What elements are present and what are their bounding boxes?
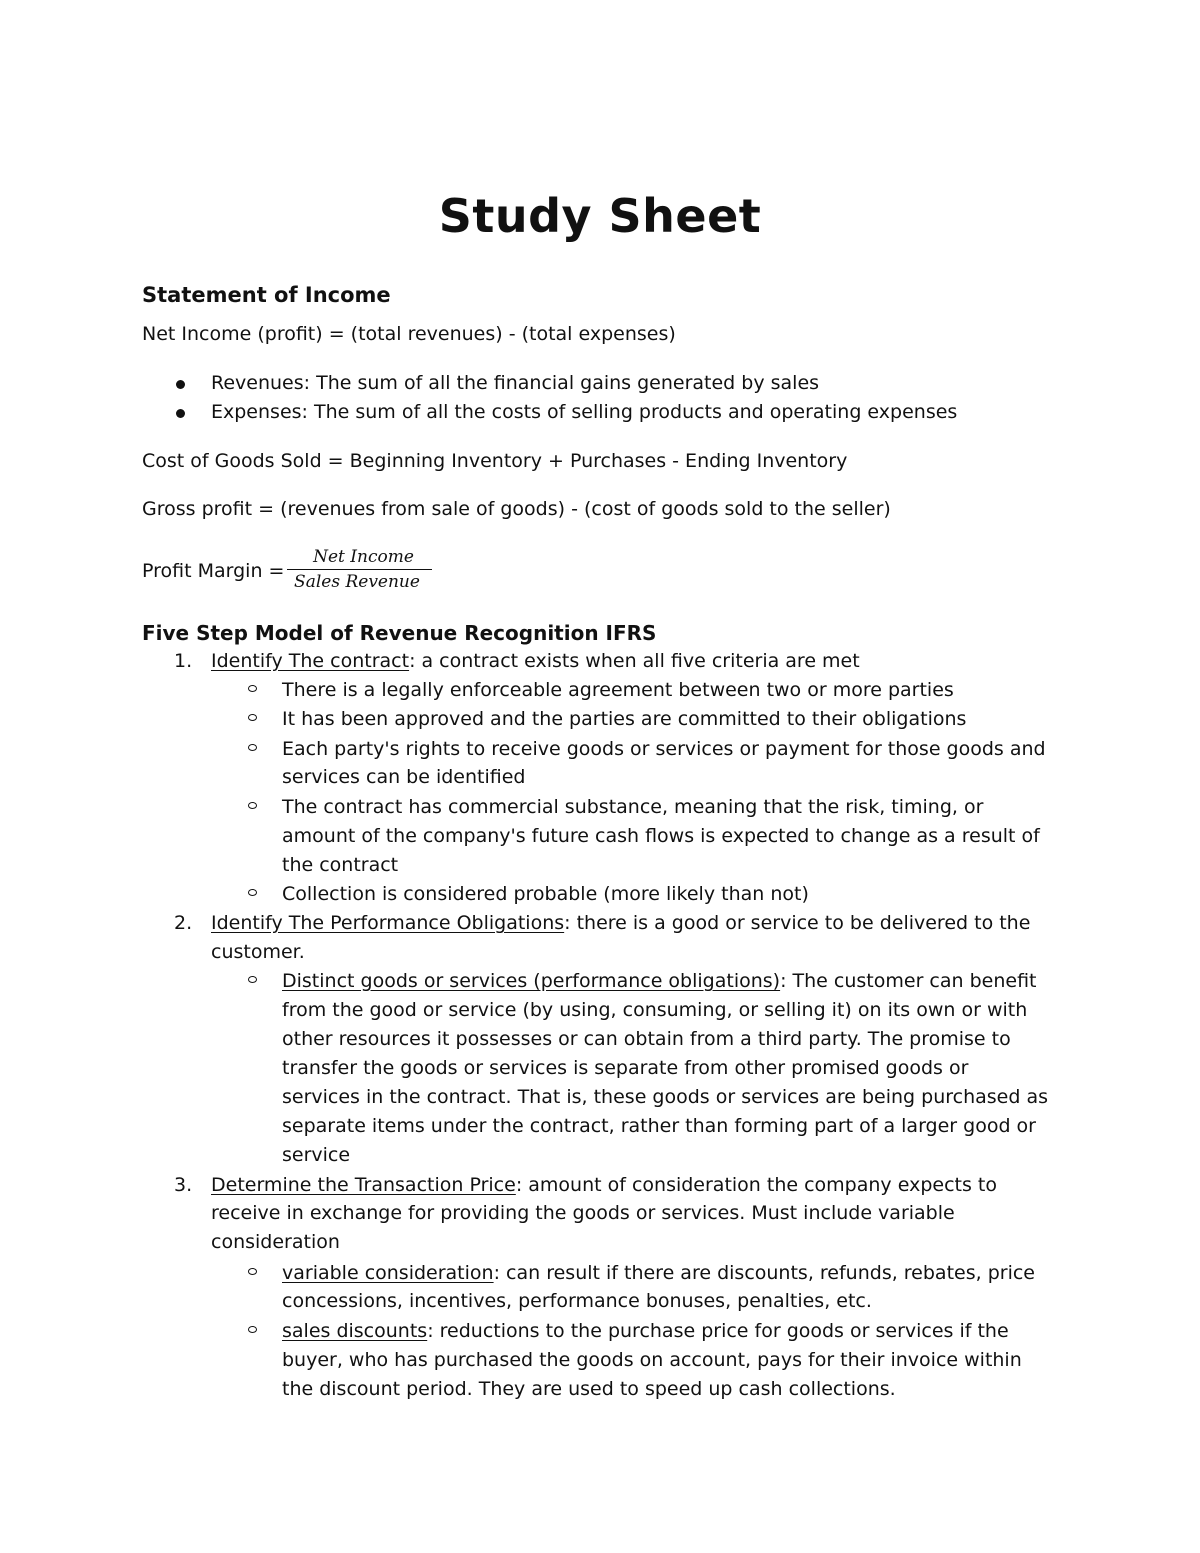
sub-item — [282, 967, 1037, 996]
circle-bullet-icon — [248, 1268, 257, 1275]
step-1 — [211, 647, 860, 676]
step-2-continued: customer. — [211, 941, 305, 963]
sub-item-term: sales discounts — [282, 1320, 428, 1342]
sub-item-continued: service — [282, 1144, 351, 1166]
step-3 — [211, 1171, 997, 1200]
circle-bullet-icon — [248, 1326, 257, 1333]
section-heading-income: Statement of Income — [142, 283, 391, 307]
sub-item-continued: concessions, incentives, performance bonuses, penalties, etc. — [282, 1290, 872, 1312]
bullet-expenses: Expenses: The sum of all the costs of selling products and operating expenses — [211, 401, 958, 423]
step-description: : amount of consideration the company expects to — [515, 1174, 997, 1196]
gross-profit-formula: Gross profit = (revenues from sale of goods) - (cost of goods sold to the seller) — [142, 498, 891, 520]
circle-bullet-icon — [248, 744, 257, 751]
sub-item-term: Distinct goods or services (performance obligations) — [282, 970, 781, 992]
sub-item: It has been approved and the parties are committed to their obligations — [282, 708, 967, 730]
circle-bullet-icon — [248, 889, 257, 896]
circle-bullet-icon — [248, 802, 257, 809]
sub-item-continued: the discount period. They are used to speed up cash collections. — [282, 1378, 896, 1400]
sub-item: There is a legally enforceable agreement between two or more parties — [282, 679, 954, 701]
step-description: : there is a good or service to be delivered to the — [564, 912, 1031, 934]
profit-margin-label: Profit Margin = — [142, 560, 285, 582]
sub-item-continued: separate items under the contract, rather than forming part of a larger good or — [282, 1115, 1036, 1137]
sub-item-continued: the contract — [282, 854, 399, 876]
step-3-continued: consideration — [211, 1231, 340, 1253]
sub-item: The contract has commercial substance, meaning that the risk, timing, or — [282, 796, 984, 818]
step-number: 3. — [174, 1174, 193, 1196]
sub-item-description: : reductions to the purchase price for goods or services if the — [427, 1320, 1009, 1342]
fraction-denominator: Sales Revenue — [294, 572, 420, 592]
cogs-formula: Cost of Goods Sold = Beginning Inventory + Purchases - Ending Inventory — [142, 450, 848, 472]
profit-margin-fraction — [287, 545, 432, 594]
sub-item-continued: services in the contract. That is, these goods or services are being purchased as — [282, 1086, 1048, 1108]
step-term: Identify The Performance Obligations — [211, 912, 565, 934]
bullet-icon — [176, 380, 185, 389]
step-number: 2. — [174, 912, 193, 934]
sub-item-continued: other resources it possesses or can obtain from a third party. The promise to — [282, 1028, 1011, 1050]
sub-item-description: : can result if there are discounts, refunds, rebates, price — [493, 1262, 1035, 1284]
sub-item-continued: buyer, who has purchased the goods on account, pays for their invoice within — [282, 1349, 1022, 1371]
sub-item-continued: services can be identified — [282, 766, 526, 788]
circle-bullet-icon — [248, 685, 257, 692]
step-3-continued: receive in exchange for providing the goods or services. Must include variable — [211, 1202, 955, 1224]
step-description: : a contract exists when all five criteria are met — [409, 650, 860, 672]
step-term: Determine the Transaction Price — [211, 1174, 516, 1196]
net-income-formula: Net Income (profit) = (total revenues) - (total expenses) — [142, 323, 676, 345]
sub-item-description: : The customer can benefit — [780, 970, 1037, 992]
bullet-icon — [176, 409, 185, 418]
section-heading-five-step: Five Step Model of Revenue Recognition IFRS — [142, 621, 657, 645]
page-title: Study Sheet — [438, 189, 762, 243]
circle-bullet-icon — [248, 714, 257, 721]
sub-item-continued: amount of the company's future cash flows is expected to change as a result of — [282, 825, 1040, 847]
circle-bullet-icon — [248, 976, 257, 983]
step-number: 1. — [174, 650, 193, 672]
sub-item-term: variable consideration — [282, 1262, 494, 1284]
bullet-revenues: Revenues: The sum of all the financial gains generated by sales — [211, 372, 820, 394]
sub-item — [282, 1259, 1035, 1288]
step-term: Identify The contract — [211, 650, 410, 672]
sub-item-continued: transfer the goods or services is separate from other promised goods or — [282, 1057, 969, 1079]
sub-item — [282, 1317, 1009, 1346]
sub-item-continued: from the good or service (by using, consuming, or selling it) on its own or with — [282, 999, 1028, 1021]
sub-item: Each party's rights to receive goods or services or payment for those goods and — [282, 738, 1046, 760]
sub-item: Collection is considered probable (more likely than not) — [282, 883, 809, 905]
fraction-numerator: Net Income — [313, 547, 414, 567]
step-2 — [211, 909, 1030, 938]
